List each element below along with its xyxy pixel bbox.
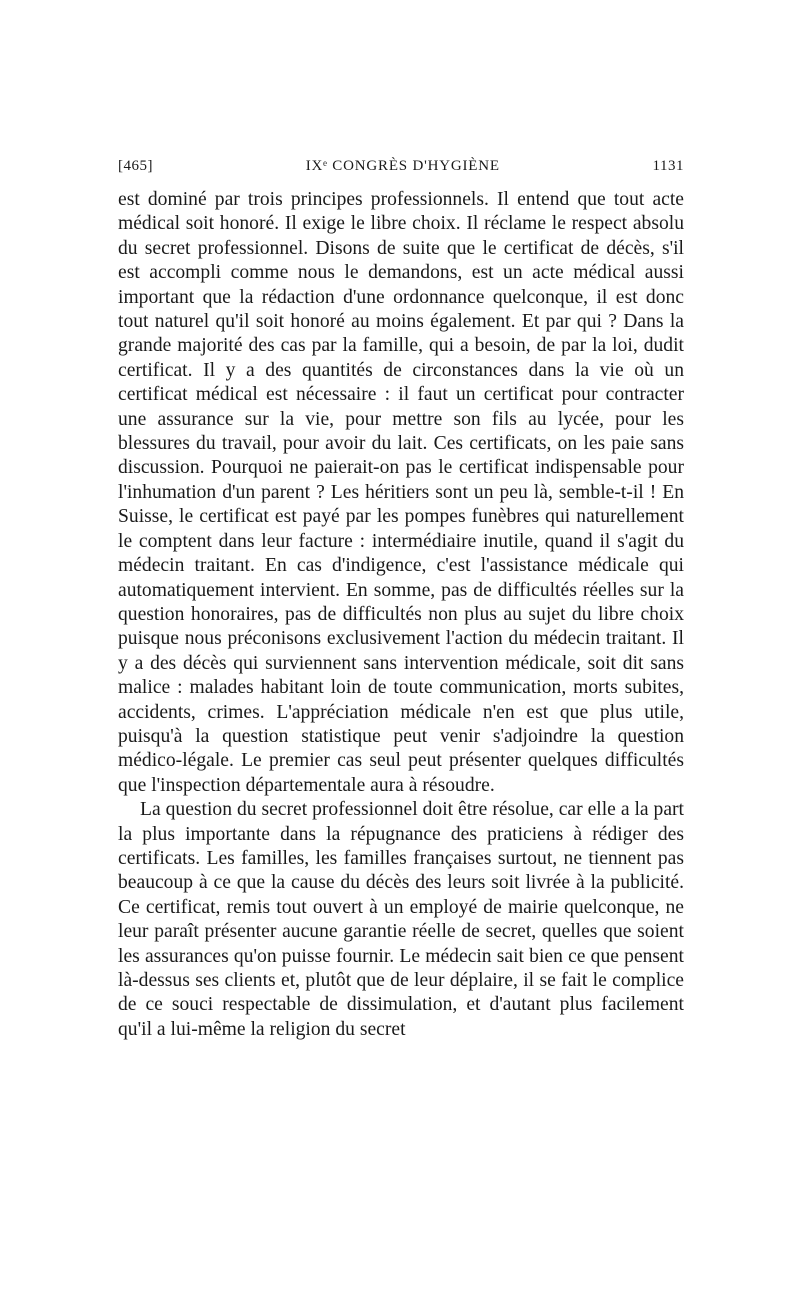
page-reference: [465] [118, 158, 153, 174]
page-number: 1131 [652, 158, 684, 174]
book-page [118, 158, 684, 1042]
running-header [118, 158, 684, 184]
body-text [118, 188, 684, 1042]
paragraph-secret-professionnel: La question du secret professionnel doit être résolue, car elle a la part la plus importante dans la répugnance des praticiens à rédiger des certificats. Les familles, les familles françaises surtout, ne tiennent pas beaucoup à ce que la cause du décès des leurs soit livrée à la publicité. Ce certificat, remis tout ouvert à un employé de mairie quelconque, ne leur paraît présenter aucune garantie réelle de secret, quelles que soient les assurances qu'on puisse fournir. Le médecin sait bien ce que pensent là-dessus ses clients et, plutôt que de leur déplaire, il se fait le complice de ce souci respectable de dissimulation, et d'autant plus facilement qu'il a lui-même la religion du secret [118, 799, 684, 1040]
running-title: IXᵉ CONGRÈS D'HYGIÈNE [305, 158, 500, 174]
paragraph-continuation: est dominé par trois principes professionnels. Il entend que tout acte médical soit honoré. Il exige le libre choix. Il réclame le respect absolu du secret professionnel. Disons de suite que le certificat de décès, s'il est accompli comme nous le demandons, est un acte médical aussi important que la rédaction d'une ordonnance quelconque, il est donc tout naturel qu'il soit honoré au moins également. Et par qui ? Dans la grande majorité des cas par la famille, qui a besoin, de par la loi, dudit certificat. Il y a des quantités de circonstances dans la vie où un certificat médical est nécessaire : il faut un certificat pour contracter une assurance sur la vie, pour mettre son fils au lycée, pour les blessures du travail, pour avoir du lait. Ces certificats, on les paie sans discussion. Pourquoi ne paierait-on pas le certificat indispensable pour l'inhumation d'un parent ? Les héritiers sont un peu là, semble-t-il ! En Suisse, le certificat est payé par les pompes funèbres qui naturellement le comptent dans leur facture : intermédiaire inutile, quand il s'agit du médecin traitant. En cas d'indigence, c'est l'assistance médicale qui automatiquement intervient. En somme, pas de difficultés réelles sur la question honoraires, pas de difficultés non plus au sujet du libre choix puisque nous préconisons exclusivement l'action du médecin traitant. Il y a des décès qui surviennent sans intervention médicale, soit dit sans malice : malades habitant loin de toute communication, morts subites, accidents, crimes. L'appréciation médicale n'en est que plus utile, puisqu'à la question statistique peut venir s'adjoindre la question médico-légale. Le premier cas seul peut présenter quelques difficultés que l'inspection départementale aura à résoudre. [118, 189, 684, 796]
